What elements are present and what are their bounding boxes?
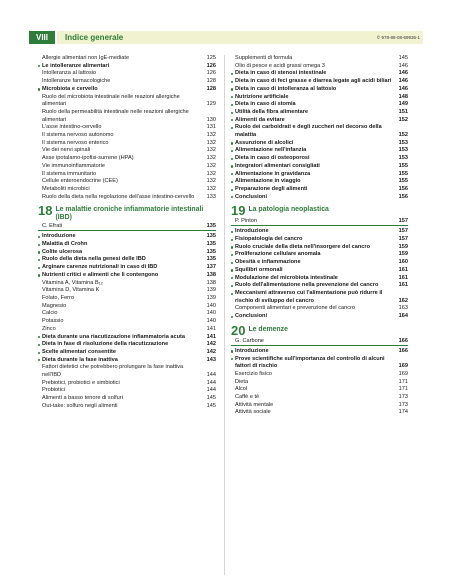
page-number: VIII [35,33,48,42]
toc-sub-entry [38,155,216,163]
toc-sub-entry [38,318,216,326]
entry-title: Intolleranza al lattosio [42,70,97,77]
toc-main-entry [231,147,408,155]
entry-title: Ruolo della dieta nella regolazione dell'asse intestino-cervello [42,193,195,200]
toc-sub-entry [38,194,216,202]
entry-page-number: 171 [398,386,408,393]
toc-sub-entry [231,394,408,402]
toc-main-entry [231,236,408,244]
toc-sub-entry [231,305,408,313]
toc-main-entry [231,178,408,186]
chapter-page-number: 166 [398,337,408,344]
entry-page-number: 130 [206,116,216,123]
entry-page-number: 153 [398,155,408,162]
entry-page-number: 139 [206,294,216,301]
toc-left-column [38,55,216,411]
entry-page-number: 152 [398,132,408,139]
entry-page-number: 157 [398,228,408,235]
entry-title: Nutrizione artificiale [231,94,396,102]
entry-page-number: 171 [398,378,408,385]
entry-page-number: 159 [398,251,408,258]
isbn: © 978-88-08-69936-1 [376,35,420,40]
entry-title: Esercizio fisico [235,370,272,377]
entry-page-number: 135 [206,241,216,248]
entry-title: Vie dei nervi spinali [42,147,91,154]
toc-main-entry [38,272,216,280]
entry-title: Magnesio [42,302,67,309]
toc-main-entry [38,241,216,249]
entry-page-number: 161 [398,274,408,281]
entry-title: Alimentazione nell'infanzia [231,147,396,155]
toc-sub-entry [38,380,216,388]
entry-page-number: 159 [398,243,408,250]
toc-sub-entry [38,395,216,403]
entry-page-number: 140 [206,302,216,309]
toc-sub-entry [38,132,216,140]
toc-sub-entry [38,78,216,86]
toc-main-entry [231,356,408,371]
entry-title: Out-take: solfuro negli alimenti [42,402,118,409]
toc-sub-entry [38,140,216,148]
toc-sub-entry [231,386,408,394]
toc-sub-entry [38,109,216,124]
toc-main-entry [38,256,216,264]
entry-page-number: 169 [398,363,408,370]
entry-title: Dieta in caso di osteoporosi [231,155,396,163]
entry-page-number: 146 [398,70,408,77]
toc-main-entry [231,171,408,179]
toc-sub-entry [38,295,216,303]
entry-page-number: 132 [206,178,216,185]
entry-title: Ruolo del microbiota intestinale nelle reazioni allergiche alimentari [42,93,180,108]
entry-title: Caffè e tè [235,394,260,401]
entry-title: Il sistema immunitario [42,170,97,177]
toc-main-entry [231,94,408,102]
entry-page-number: 160 [398,259,408,266]
entry-title: Attività mentale [235,401,274,408]
entry-title: Ruolo cruciale della dieta nell'insorgere del cancro [231,244,396,252]
toc-main-entry [38,341,216,349]
entry-title: Attività sociale [235,409,271,416]
entry-title: Metaboliti microbici [42,185,90,192]
entry-page-number: 146 [398,78,408,85]
entry-page-number: 166 [398,347,408,354]
entry-page-number: 140 [206,310,216,317]
entry-page-number: 153 [398,139,408,146]
chapter-page-number: 135 [206,223,216,230]
entry-page-number: 142 [206,348,216,355]
entry-page-number: 132 [206,155,216,162]
entry-title: Alimenti da evitare [231,117,396,125]
entry-title: Assunzione di alcolici [231,140,396,148]
entry-page-number: 149 [398,101,408,108]
entry-title: Alcol [235,386,248,393]
entry-title: Dieta in caso di stenosi intestinale [231,70,396,78]
entry-title: Introduzione [231,348,396,356]
toc-main-entry [38,334,216,342]
entry-title: Prove scientifiche sull'importanza del controllo di alcuni fattori di rischio [231,356,396,371]
entry-title: Scelte alimentari consentite [38,349,204,357]
toc-main-entry [38,357,216,365]
entry-title: Ruolo dei carboidrati e degli zuccheri nel decorso della malattia [231,124,396,139]
entry-page-number: 144 [206,387,216,394]
toc-main-entry [231,117,408,125]
entry-title: Squilibri ormonali [231,267,396,275]
entry-title: Dieta [235,378,249,385]
entry-page-number: 131 [206,124,216,131]
entry-page-number: 157 [398,236,408,243]
entry-title: Introduzione [38,233,204,241]
toc-main-entry [231,163,408,171]
toc-sub-entry [38,303,216,311]
entry-page-number: 146 [398,85,408,92]
entry-page-number: 155 [398,170,408,177]
toc-sub-entry [38,387,216,395]
entry-title: Intolleranze farmacologiche [42,78,111,85]
toc-main-entry [231,86,408,94]
entry-title: Ruolo della dieta nella genesi delle IBD [38,256,204,264]
column-divider [224,55,225,575]
entry-title: Dieta in fase di risoluzione della riacutizzazione [38,341,204,349]
toc-main-entry [231,78,408,86]
entry-page-number: 153 [398,147,408,154]
entry-title: Conclusioni [231,194,396,202]
entry-title: Olio di pesce e acidi grassi omega 3 [235,62,325,69]
entry-page-number: 145 [206,402,216,409]
entry-page-number: 137 [206,264,216,271]
entry-page-number: 146 [398,62,408,69]
entry-title: Alimentazione in viaggio [231,178,396,186]
toc-sub-entry [38,178,216,186]
entry-page-number: 155 [398,178,408,185]
chapter-author: C. Efrati [42,223,63,230]
entry-title: Dieta in caso di feci grasse e diarrea legate agli acidi biliari [231,78,396,86]
chapter-author-row [231,338,408,346]
entry-title: Cellule enteroendocrine (CEE) [42,178,118,185]
toc-main-entry [231,290,408,305]
chapter-title-row [38,205,216,222]
entry-title: Preparazione degli alimenti [231,186,396,194]
toc-sub-entry [38,364,216,379]
entry-page-number: 132 [206,185,216,192]
entry-title: Fisiopatologia del cancro [231,236,396,244]
entry-page-number: 132 [206,162,216,169]
entry-title: Ruolo dell'alimentazione nella prevenzione del cancro [231,282,396,290]
entry-title: Folato, Ferro [42,294,75,301]
toc-sub-entry [231,371,408,379]
entry-page-number: 132 [206,139,216,146]
entry-title: Alimenti a basso tenore di solfuri [42,395,123,402]
entry-title: Dieta durante la fase inattiva [38,357,204,365]
toc-main-entry [231,275,408,283]
entry-title: Le intolleranze alimentari [38,63,204,71]
entry-page-number: 126 [206,70,216,77]
entry-title: Supplementi di formula [235,55,293,61]
entry-page-number: 129 [206,101,216,108]
entry-page-number: 173 [398,401,408,408]
entry-page-number: 173 [398,394,408,401]
toc-sub-entry [231,55,408,63]
toc-sub-entry [38,94,216,109]
toc-main-entry [231,155,408,163]
toc-sub-entry [38,280,216,288]
entry-title: Il sistema nervoso autonomo [42,132,114,139]
chapter-number: 18 [38,203,53,219]
toc-main-entry [231,140,408,148]
entry-title: Ruolo della permeabilità intestinale nelle reazioni allergiche alimentari [42,108,189,123]
entry-page-number: 143 [206,356,216,363]
toc-main-entry [231,70,408,78]
toc-sub-entry [38,124,216,132]
toc-main-entry [231,186,408,194]
entry-title: Dieta durante una riacutizzazione infiammatoria acuta [38,334,204,342]
toc-main-entry [231,244,408,252]
entry-title: Microbiota e cervello [38,86,204,94]
entry-title: Proliferazione cellulare anomala [231,251,396,259]
entry-title: Vie immunoinfiammatorie [42,162,106,169]
toc-main-entry [231,267,408,275]
entry-title: Componenti alimentari e prevenzione del cancro [235,305,356,312]
entry-page-number: 126 [206,62,216,69]
toc-main-entry [38,233,216,241]
entry-title: Zinco [42,325,56,332]
entry-page-number: 145 [398,55,408,61]
entry-page-number: 139 [206,287,216,294]
toc-main-entry [231,228,408,236]
section-title: Indice generale [65,33,124,42]
toc-sub-entry [231,379,408,387]
toc-sub-entry [38,310,216,318]
entry-page-number: 135 [206,256,216,263]
entry-page-number: 132 [206,170,216,177]
chapter-heading [38,205,216,231]
entry-page-number: 144 [206,372,216,379]
entry-page-number: 155 [398,162,408,169]
entry-title: L'asse intestino-cervello [42,124,102,131]
chapter-author: P. Pinton [235,218,257,225]
toc-main-entry [231,124,408,139]
entry-page-number: 151 [398,108,408,115]
entry-page-number: 174 [398,409,408,416]
entry-title: Fattori dietetici che potrebbero prolungare la fase inattiva nell'IBD [42,364,184,379]
entry-page-number: 145 [206,395,216,402]
entry-page-number: 132 [206,132,216,139]
toc-main-entry [38,63,216,71]
entry-title: Malattia di Crohn [38,241,204,249]
entry-page-number: 141 [206,325,216,332]
entry-title: Il sistema nervoso enterico [42,139,109,146]
toc-sub-entry [38,186,216,194]
toc-main-entry [231,348,408,356]
toc-sub-entry [38,403,216,411]
entry-title: Alimentazione in gravidanza [231,171,396,179]
entry-page-number: 142 [206,341,216,348]
entry-page-number: 138 [206,279,216,286]
entry-title: Integratori alimentari consigliati [231,163,396,171]
entry-page-number: 156 [398,193,408,200]
entry-title: Allergie alimentari non IgE-mediate [42,55,130,61]
entry-page-number: 161 [398,282,408,289]
chapter-title: La patologia neoplastica [248,206,329,214]
entry-title: Asse ipotalamo-ipofisi-surrene (HPA) [42,155,134,162]
entry-page-number: 133 [206,193,216,200]
entry-title: Vitamina D, Vitamina K [42,287,100,294]
entry-title: Nutrienti critici e alimenti che li contengono [38,272,204,280]
entry-page-number: 152 [398,116,408,123]
entry-page-number: 156 [398,185,408,192]
entry-page-number: 162 [398,297,408,304]
entry-title: Utilità della fibra alimentare [231,109,396,117]
entry-page-number: 132 [206,147,216,154]
entry-title: Potassio [42,318,64,325]
chapter-title-row [231,322,408,338]
toc-main-entry [231,313,408,321]
entry-page-number: 141 [206,333,216,340]
entry-title: Dieta in caso di stomia [231,101,396,109]
entry-title: Meccanismi attraverso cui l'alimentazione può ridurre il rischio di sviluppo del cancro [231,290,396,305]
entry-page-number: 128 [206,85,216,92]
entry-page-number: 128 [206,78,216,85]
entry-page-number: 144 [206,379,216,386]
entry-title: Vitamina A, Vitamina B₁₂ [42,279,103,286]
chapter-number: 19 [231,203,246,219]
toc-main-entry [38,86,216,94]
toc-main-entry [231,251,408,259]
toc-sub-entry [38,326,216,334]
chapter-number: 20 [231,322,246,338]
entry-title: Conclusioni [231,313,396,321]
toc-main-entry [231,282,408,290]
toc-main-entry [38,249,216,257]
entry-title: Colite ulcerosa [38,249,204,257]
entry-title: Arginare carenze nutrizionali in caso di IBD [38,264,204,272]
toc-main-entry [231,194,408,202]
toc-sub-entry [38,163,216,171]
chapter-heading [231,205,408,226]
toc-sub-entry [38,55,216,63]
toc-main-entry [231,109,408,117]
entry-page-number: 163 [398,305,408,312]
toc-right-column [231,55,408,417]
toc-main-entry [38,264,216,272]
page-header [0,0,452,48]
chapter-author: G. Carbone [235,337,264,344]
chapter-title: Le demenze [248,325,288,333]
entry-page-number: 161 [398,266,408,273]
toc-sub-entry [38,171,216,179]
chapter-heading [231,322,408,346]
chapter-title-row [231,205,408,217]
toc-sub-entry [38,70,216,78]
toc-main-entry [38,349,216,357]
chapter-page-number: 157 [398,218,408,225]
entry-page-number: 135 [206,248,216,255]
entry-page-number: 135 [206,233,216,240]
entry-title: Calcio [42,310,58,317]
entry-page-number: 140 [206,318,216,325]
toc-sub-entry [231,63,408,71]
entry-page-number: 138 [206,271,216,278]
entry-page-number: 148 [398,93,408,100]
toc-sub-entry [231,402,408,410]
entry-page-number: 125 [206,55,216,61]
chapter-title: Le malattie croniche infiammatorie intestinali (IBD) [55,206,204,222]
chapter-author-row [231,218,408,226]
toc-sub-entry [38,147,216,155]
toc-sub-entry [231,409,408,417]
chapter-author-row [38,223,216,231]
entry-title: Prebiotici, probiotici e simbiotici [42,379,120,386]
entry-title: Obesità e infiammazione [231,259,396,267]
toc-main-entry [231,259,408,267]
toc-main-entry [231,101,408,109]
entry-title: Modulazione del microbiota intestinale [231,275,396,283]
entry-title: Dieta in caso di intolleranza al lattosio [231,86,396,94]
entry-title: Introduzione [231,228,396,236]
entry-title: Probiotici [42,387,66,394]
toc-sub-entry [38,287,216,295]
entry-page-number: 169 [398,370,408,377]
entry-page-number: 164 [398,313,408,320]
